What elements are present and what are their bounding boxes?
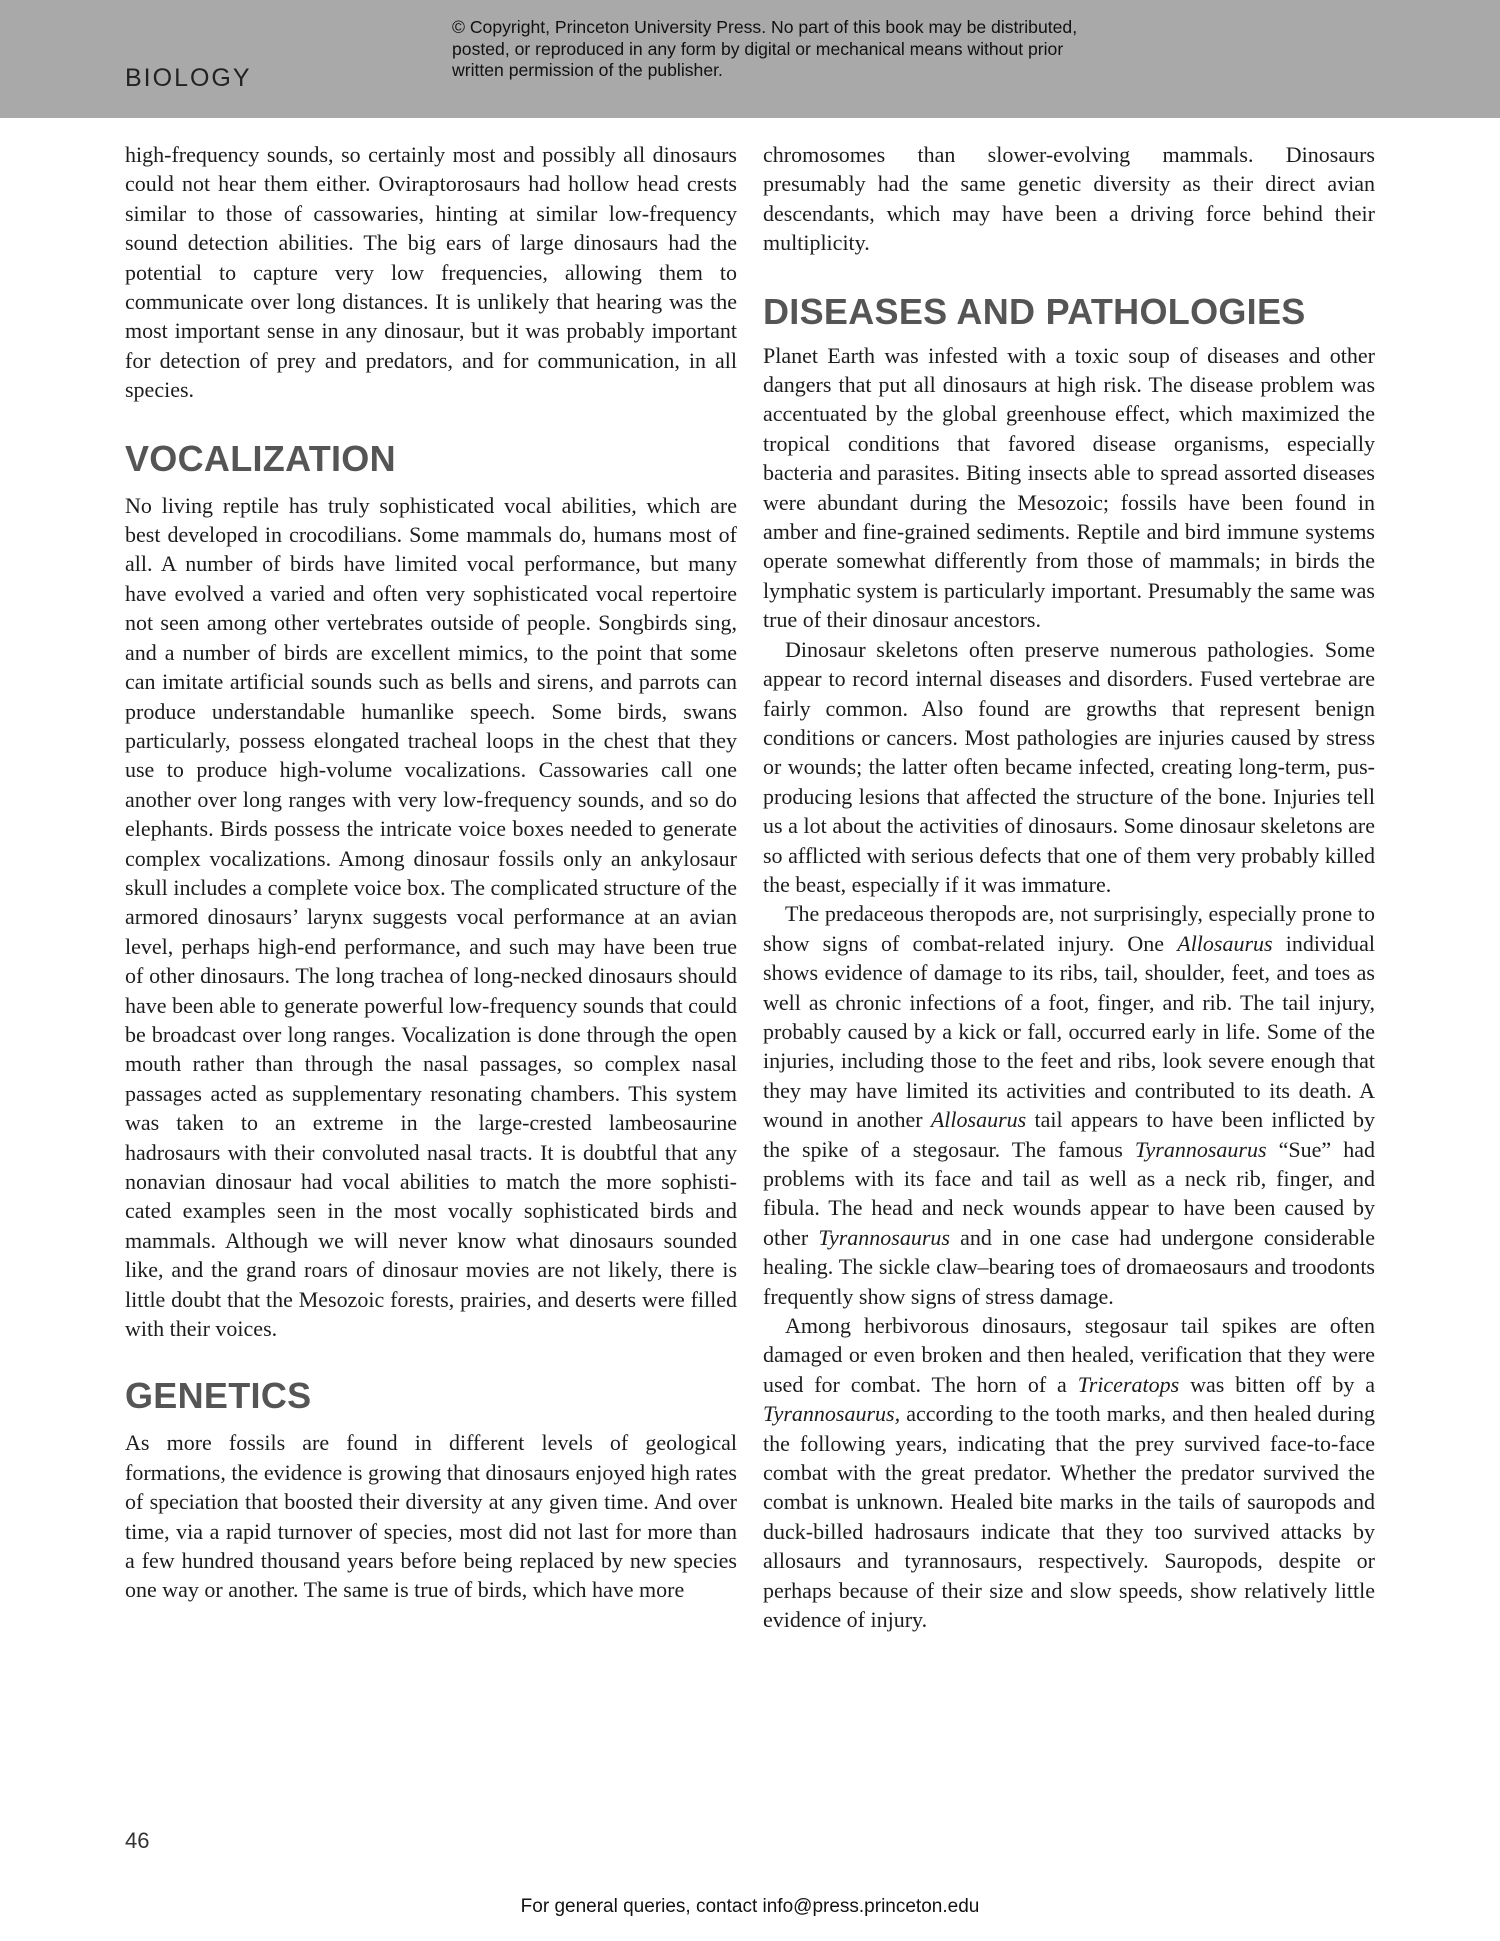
herbivore-injuries-paragraph	[763, 1311, 1375, 1634]
theropod-injuries-paragraph	[763, 899, 1375, 1311]
hearing-paragraph: high-frequency sounds, so certainly most and possibly all dinosaurs could not hear them either. Oviraptorosaurs had hollow head crests similar to those of cassowaries, hinting at similar low-frequency sound detection abilities. The big ears of large dinosaurs had the potential to capture very low frequencies, allowing them to communicate over long distances. It is unlikely that hearing was the most important sense in any dinosaur, but it was probably important for detection of prey and predators, and for communication, in all species.	[125, 142, 737, 403]
left-column	[125, 140, 737, 1605]
text-run: according to the tooth marks, and then healed during the following years, indicating that the prey survived face-to-face combat with the great predator. Whether the predator survived the combat is unknown. Healed bite marks in the tails of sauropods and duck-billed hadrosaurs indicate that they too survived attacks by allosaurs and tyrannosaurs, respectively. Sauropods, despite or perhaps because of their size and slow speeds, show relatively little evidence of injury.	[763, 1401, 1375, 1633]
taxon-name: Allosaurus	[1177, 930, 1273, 956]
text-run: was bitten off by a	[1179, 1371, 1375, 1397]
vocalization-heading: VOCALIZATION	[125, 437, 396, 479]
taxon-name: Allosaurus	[930, 1107, 1027, 1133]
diseases-heading: DISEASES AND PATHOLOGIES	[763, 290, 1306, 332]
taxon-name: Tyrannosaurus	[1134, 1136, 1267, 1162]
text-run: Among herbivorous dinosaurs, stegosaur tail spikes are often damaged or even broken and then healed, verification that they were used for combat. The horn of a	[763, 1313, 1375, 1397]
taxon-name: Triceratops	[1077, 1371, 1180, 1397]
copyright-banner	[0, 0, 1500, 118]
running-head: BIOLOGY	[125, 64, 252, 92]
taxon-name: Tyrannosaurus,	[763, 1401, 901, 1427]
genetics-continued-paragraph: chromosomes than slower-evolving mammals. Dinosaurs presumably had the same genetic diversity as their direct avian descendants, which may have been a driving force behind their multiplicity.	[763, 142, 1375, 256]
text-run: and in one case had undergone considerable healing. The sickle claw–bearing toes of dromaeosaurs and troodonts frequently show signs of stress damage.	[763, 1224, 1376, 1309]
text-run: “Sue” had problems with its face and tail as well as a neck rib, finger, and fibula. The head and neck wounds appear to have been caused by other	[763, 1136, 1376, 1250]
genetics-paragraph: As more fossils are found in different levels of geological formations, the evidence is growing that dinosaurs enjoyed high rates of speciation that boosted their diversity at any given time. And over time, via a rapid turnover of species, most did not last for more than a few hundred thousand years before being replaced by new species one way or another. The same is true of birds, which have more	[125, 1430, 737, 1603]
text-run: individual shows evidence of damage to its ribs, tail, shoulder, feet, and toes as well as chronic infections of a foot, finger, and rib. The tail injury, probably caused by a kick or fall, occurred early in life. Some of the injuries, including those to the feet and ribs, look severe enough that they may have limited its activities and contributed to its death. A wound in another	[763, 930, 1375, 1133]
copyright-notice: © Copyright, Princeton University Press. No part of this book may be distributed, posted, or reproduced in any form by digital or mechanical means without prior written permission of the publisher.	[452, 17, 1078, 80]
text-run: The predaceous theropods are, not surprisingly, especially prone to show signs of combat-related injury. One	[763, 901, 1375, 956]
right-column	[763, 140, 1375, 1635]
text-run: tail appears to have been inflicted by the spike of a stegosaur. The famous	[763, 1107, 1375, 1162]
diseases-paragraph: Planet Earth was infested with a toxic soup of diseases and other dangers that put all dinosaurs at high risk. The disease problem was accentuated by the global greenhouse effect, which maximized the tropical conditions that favored disease organisms, especially bacteria and parasites. Biting insects able to spread assorted diseases were abundant during the Mesozoic; fossils have been found in amber and fine-grained sediments. Reptile and bird immune systems operate somewhat differently from those of mammals; in birds the lymphatic system is particularly important. Presumably the same was true of their dinosaur ancestors.	[763, 342, 1375, 633]
genetics-heading: GENETICS	[125, 1375, 312, 1417]
vocalization-paragraph: No living reptile has truly sophisticated vocal abilities, which are best developed in crocodilians. Some mammals do, humans most of all. A number of birds have limited vocal performance, but many have evolved a varied and often very sophisticated vocal repertoire not seen among other vertebrates outside of people. Songbirds sing, and a number of birds are excellent mimics, to the point that some can imitate artificial sounds such as bells and sirens, and parrots can produce understandable humanlike speech. Some birds, swans particularly, possess elongated tracheal loops in the chest that they use to produce high-volume vocalizations. Cassowaries call one another over long ranges with very low-frequency sounds, and so do elephants. Birds possess the intricate voice boxes needed to generate complex vocalizations. Among dinosaur fossils only an ankylosaur skull includes a complete voice box. The complicated structure of the armored dinosaurs’ larynx suggests vocal performance at an avian level, perhaps high-end performance, and such may have been true of other dinosaurs. The long trachea of long-necked dinosaurs should have been able to generate powerful low-frequency sounds that could be broadcast over long ranges. Vocalization is done through the open mouth rather than through the nasal passages, so complex nasal passages acted as supplementary resonating chambers. This system was taken to an extreme in the large-crested lambeosaurine hadrosaurs with their convoluted nasal tracts. It is doubtful that any nonavian dinosaur had vocal abilities to match the more sophisticated examples seen in the most vocally sophisticated birds and mammals. Although we will never know what dinosaurs sounded like, and the grand roars of dinosaur movies are not likely, there is little doubt that the Mesozoic forests, prairies, and deserts were filled with their voices.	[125, 492, 737, 1342]
contact-footer: For general queries, contact info@press.princeton.edu	[520, 1896, 980, 1917]
page-number: 46	[125, 1828, 150, 1853]
taxon-name: Tyrannosaurus	[818, 1224, 950, 1250]
pathologies-paragraph: Dinosaur skeletons often preserve numerous pathologies. Some appear to record internal diseases and disorders. Fused vertebrae are fairly common. Also found are growths that represent benign conditions or cancers. Most pathologies are injuries caused by stress or wounds; the latter often became infected, creating long-term, pus-producing lesions that affected the structure of the bone. Injuries tell us a lot about the activities of dinosaurs. Some dinosaur skeletons are so afflicted with serious defects that one of them very probably killed the beast, especially if it was immature.	[763, 636, 1375, 897]
